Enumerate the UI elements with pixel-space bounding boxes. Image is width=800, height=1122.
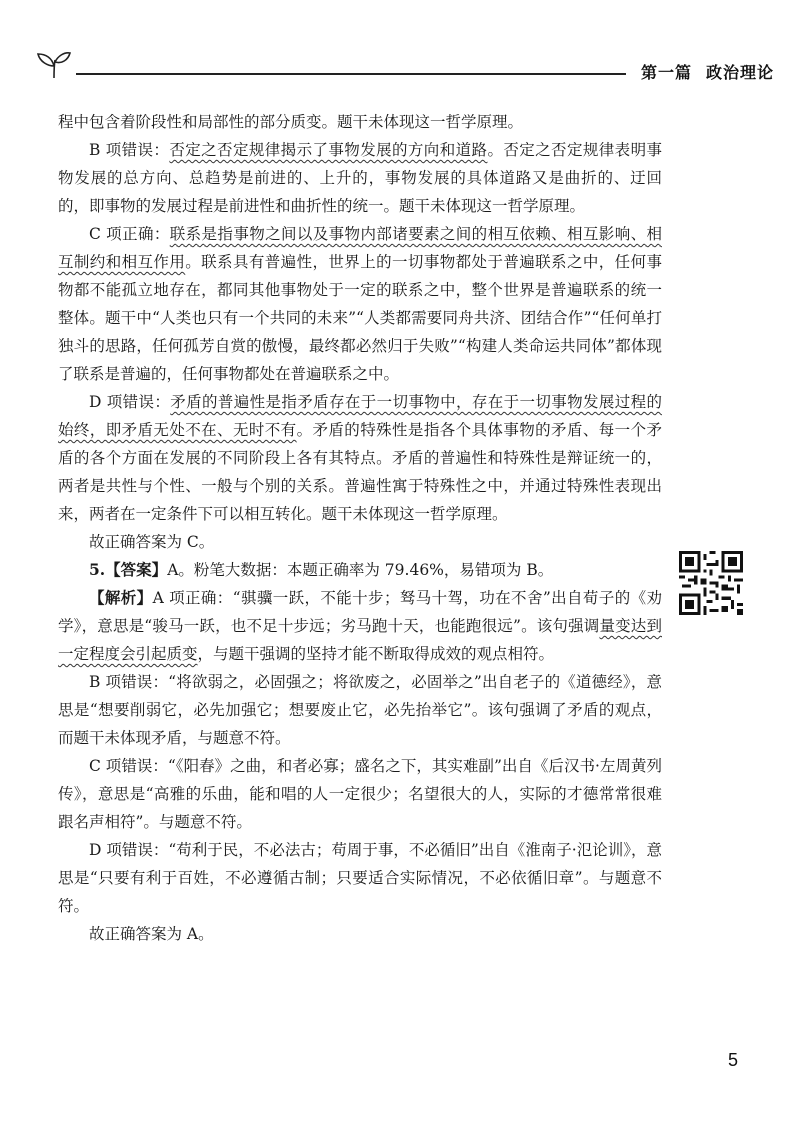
paragraph xyxy=(58,836,662,920)
page-number: 5 xyxy=(727,1050,738,1070)
text-run: 。联系具有普遍性，世界上的一切事物都处于普遍联系之中，任何事物都不能孤立地存在，都同其他事物处于一定的联系之中，整个世界是普遍联系的统一整体。题干中“人类也只有一个共同的未来”“人类都需要同舟共济、团结合作”“任何单打独斗的思路，任何孤芳自赏的傲慢，最终都必然归于失败”“构建人类命运共同体”都体现了联系是普遍的，任何事物都处在普遍联系之中。 xyxy=(58,253,662,383)
paragraph xyxy=(58,136,662,220)
paragraph xyxy=(58,668,662,752)
answer-explanation-body xyxy=(58,108,662,948)
key-point-underlined: 量变达到一定程度会引起质变 xyxy=(58,617,662,663)
sprout-icon xyxy=(34,48,74,80)
section-part: 第一篇 xyxy=(640,63,692,82)
text-run: D 项错误：“苟利于民，不必法古；苟周于事，不必循旧”出自《淮南子·氾论训》，意思是“只要有利于百姓，不必遵循古制；只要适合实际情况，不必依循旧章”。与题意不符。 xyxy=(58,841,662,915)
text-run: 故正确答案为 A。 xyxy=(89,925,214,943)
text-run: A 项正确：“骐骥一跃，不能十步；驽马十驾，功在不舍”出自荀子的《劝学》，意思是“骏马一跃，也不足十步远；劣马跑十天，也能跑很远”。该句强调 xyxy=(58,589,662,635)
section-title xyxy=(641,60,774,83)
paragraph xyxy=(58,752,662,836)
text-run: ，与题干强调的坚持才能不断取得成效的观点相符。 xyxy=(197,645,555,663)
key-point-underlined: 矛盾的普遍性是指矛盾存在于一切事物中，存在于一切事物发展过程的始终，即矛盾无处不在、无时不有 xyxy=(58,393,662,439)
key-point-underlined: 联系是指事物之间以及事物内部诸要素之间的相互依赖、相互影响、相互制约和相互作用 xyxy=(58,225,662,271)
text-run: C 项错误：“《阳春》之曲，和者必寡；盛名之下，其实难副”出自《后汉书·左周黄列传》，意思是“高雅的乐曲，能和唱的人一定很少；名望很大的人，实际的才德常常很难跟名声相符”。与题意不符。 xyxy=(58,757,662,831)
text-run: C 项正确： xyxy=(89,225,170,243)
text-run: 程中包含着阶段性和局部性的部分质变。题干未体现这一哲学原理。 xyxy=(58,113,524,131)
qr-code-icon[interactable] xyxy=(679,551,743,615)
paragraph xyxy=(58,920,662,948)
page-header xyxy=(34,44,774,88)
text-run: 。否定之否定规律表明事物发展的总方向、总趋势是前进的、上升的，事物发展的具体道路又是曲折的、迂回的，即事物的发展过程是前进性和曲折性的统一。题干未体现这一哲学原理。 xyxy=(58,141,662,215)
paragraph xyxy=(58,584,662,668)
paragraph xyxy=(58,220,662,388)
paragraph xyxy=(58,108,662,136)
text-run: B 项错误：“将欲弱之，必固强之；将欲废之，必固举之”出自老子的《道德经》，意思是“想要削弱它，必先加强它；想要废止它，必先抬举它”。该句强调了矛盾的观点，而题干未体现矛盾，与题意不符。 xyxy=(58,673,662,747)
text-run: 。矛盾的特殊性是指各个具体事物的矛盾、每一个矛盾的各个方面在发展的不同阶段上各有其特点。矛盾的普遍性和特殊性是辩证统一的，两者是共性与个性、一般与个别的关系。普遍性寓于特殊性之中，并通过特殊性表现出来，两者在一定条件下可以相互转化。题干未体现这一哲学原理。 xyxy=(58,421,662,523)
answer-label: 5.【答案】 xyxy=(89,560,168,579)
text-run: B 项错误： xyxy=(89,141,170,159)
paragraph xyxy=(58,388,662,528)
header-rule xyxy=(76,73,626,75)
text-run: A。粉笔大数据：本题正确率为 79.46%，易错项为 B。 xyxy=(167,561,554,579)
paragraph xyxy=(58,556,662,584)
answer-label: 【解析】 xyxy=(89,588,153,607)
text-run: D 项错误： xyxy=(89,393,171,411)
paragraph xyxy=(58,528,662,556)
section-name: 政治理论 xyxy=(705,63,774,82)
key-point-underlined: 否定之否定规律揭示了事物发展的方向和道路 xyxy=(169,141,488,159)
text-run: 故正确答案为 C。 xyxy=(89,533,215,551)
